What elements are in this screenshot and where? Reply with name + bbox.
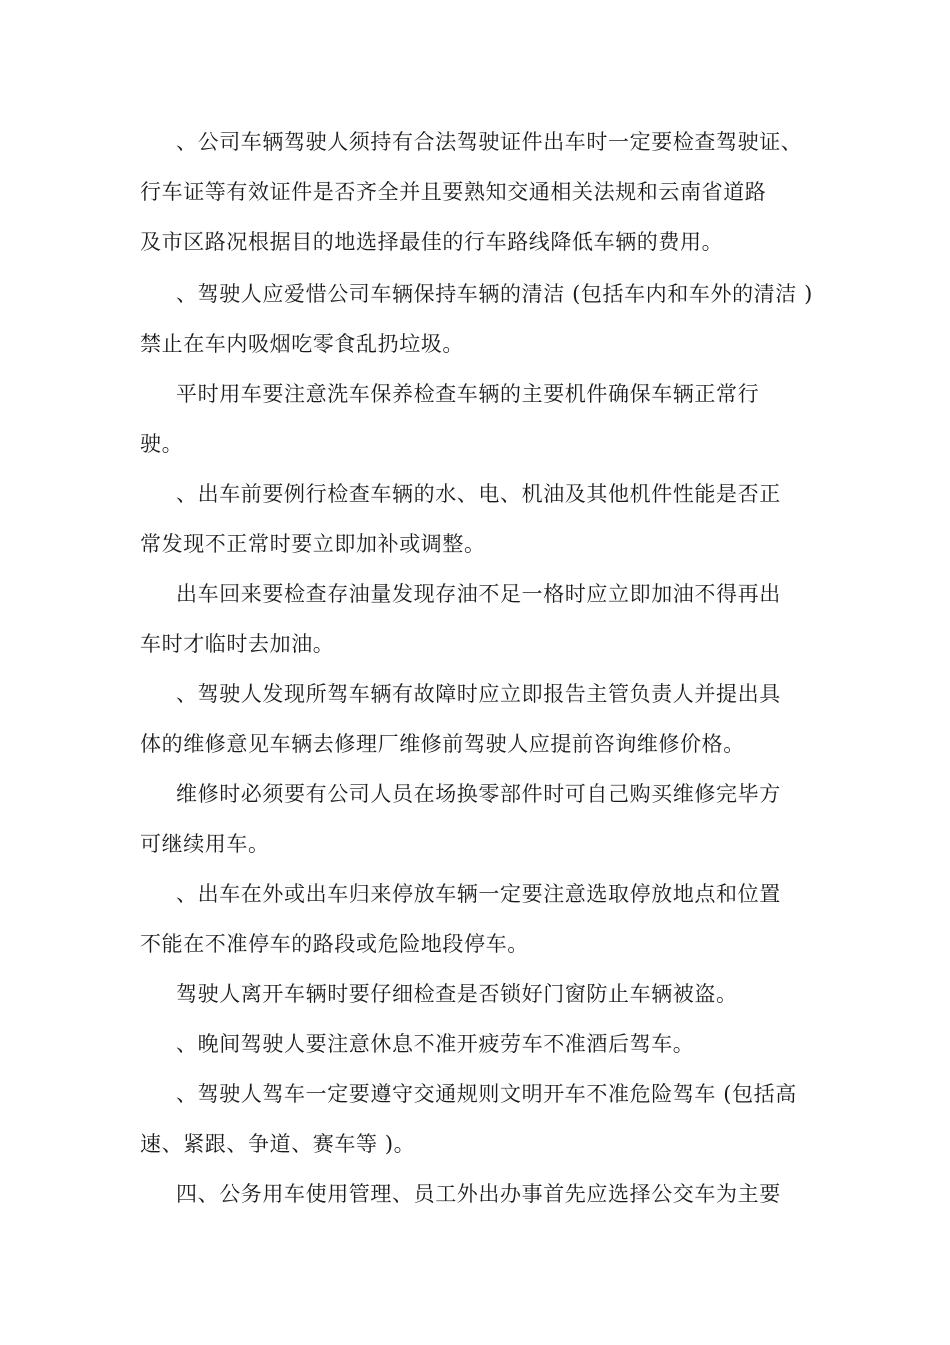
text-line: 体的维修意见车辆去修理厂维修前驾驶人应提前咨询维修价格。 <box>140 732 745 756</box>
text-line: 、驾驶人应爱惜公司车辆保持车辆的清洁 (包括车内和车外的清洁 ) <box>176 282 813 306</box>
text-line: 、出车前要例行检查车辆的水、电、机油及其他机件性能是否正 <box>176 482 781 506</box>
text-line: 可继续用车。 <box>140 832 270 856</box>
text-line: 车时才临时去加油。 <box>140 632 335 656</box>
text-line: 、公司车辆驾驶人须持有合法驾驶证件出车时一定要检查驾驶证、 <box>176 130 803 154</box>
text-line: 出车回来要检查存油量发现存油不足一格时应立即加油不得再出 <box>176 582 781 606</box>
text-line: 、驾驶人驾车一定要遵守交通规则文明开车不准危险驾车 (包括高 <box>176 1082 797 1106</box>
text-line: 及市区路况根据目的地选择最佳的行车路线降低车辆的费用。 <box>140 230 724 254</box>
text-line: 、出车在外或出车归来停放车辆一定要注意选取停放地点和位置 <box>176 882 781 906</box>
text-line: 、驾驶人发现所驾车辆有故障时应立即报告主管负责人并提出具 <box>176 682 781 706</box>
text-line: 速、紧跟、争道、赛车等 )。 <box>140 1132 416 1156</box>
text-line: 禁止在车内吸烟吃零食乱扔垃圾。 <box>140 332 464 356</box>
text-line: 平时用车要注意洗车保养检查车辆的主要机件确保车辆正常行 <box>176 382 760 406</box>
text-line: 常发现不正常时要立即加补或调整。 <box>140 532 486 556</box>
text-line: 行车证等有效证件是否齐全并且要熟知交通相关法规和云南省道路 <box>140 180 767 204</box>
text-line: 驾驶人离开车辆时要仔细检查是否锁好门窗防止车辆被盗。 <box>176 982 738 1006</box>
text-line: 不能在不准停车的路段或危险地段停车。 <box>140 932 529 956</box>
text-line: 、晚间驾驶人要注意休息不准开疲劳车不准酒后驾车。 <box>176 1032 695 1056</box>
text-line: 驶。 <box>140 432 184 456</box>
text-line: 维修时必须要有公司人员在场换零部件时可自己购买维修完毕方 <box>176 782 781 806</box>
text-line: 四、公务用车使用管理、员工外出办事首先应选择公交车为主要 <box>176 1182 781 1206</box>
